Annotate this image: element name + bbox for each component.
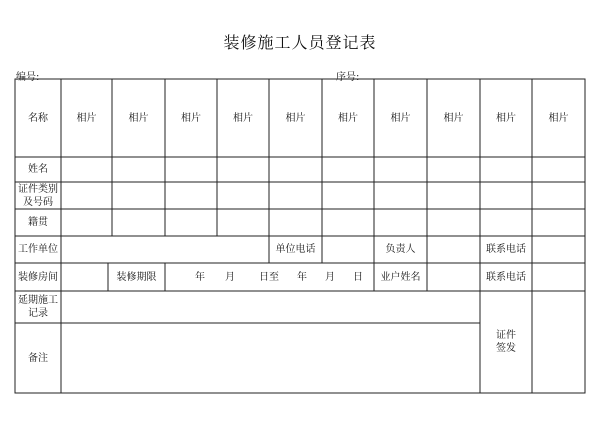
period-label: 装修期限 xyxy=(116,271,157,283)
date-month-from: 月 xyxy=(225,271,235,283)
photo-cell[interactable]: 相片 xyxy=(390,112,411,124)
date-day-from: 日至 xyxy=(259,271,279,283)
date-month-to: 月 xyxy=(325,271,335,283)
name-label: 姓名 xyxy=(28,164,48,175)
name-header-label: 名称 xyxy=(28,112,48,124)
date-year-to: 年 xyxy=(297,271,307,283)
remarks-label: 备注 xyxy=(28,352,48,364)
photo-cell[interactable]: 相片 xyxy=(496,112,516,124)
manager-label: 负责人 xyxy=(385,244,416,255)
contact-phone-label: 联系电话 xyxy=(486,271,526,283)
work-unit-label: 工作单位 xyxy=(18,244,58,255)
contact-phone-label: 联系电话 xyxy=(486,244,526,255)
owner-name-label: 业户姓名 xyxy=(380,271,421,283)
photo-cell[interactable]: 相片 xyxy=(443,112,464,124)
extension-label: 延期施工 记录 xyxy=(18,295,58,319)
photo-cell[interactable]: 相片 xyxy=(181,112,201,124)
form-title: 装修施工人员登记表 xyxy=(223,33,377,52)
date-year-from: 年 xyxy=(195,271,205,283)
origin-label: 籍贯 xyxy=(28,217,48,228)
photo-cell[interactable]: 相片 xyxy=(76,112,97,124)
photo-cell[interactable]: 相片 xyxy=(233,112,253,124)
number-label: 编号: xyxy=(16,72,40,83)
room-label: 装修房间 xyxy=(18,271,58,283)
serial-label: 序号: xyxy=(336,72,360,83)
photo-cell[interactable]: 相片 xyxy=(285,112,306,124)
photo-cell[interactable]: 相片 xyxy=(548,112,569,124)
unit-phone-label: 单位电话 xyxy=(275,244,316,255)
photo-cell[interactable]: 相片 xyxy=(128,112,149,124)
certificate-label: 证件 签发 xyxy=(496,330,516,354)
id-type-label: 证件类别 及号码 xyxy=(18,183,58,208)
date-day-to: 日 xyxy=(353,271,363,283)
photo-cell[interactable]: 相片 xyxy=(338,112,358,124)
